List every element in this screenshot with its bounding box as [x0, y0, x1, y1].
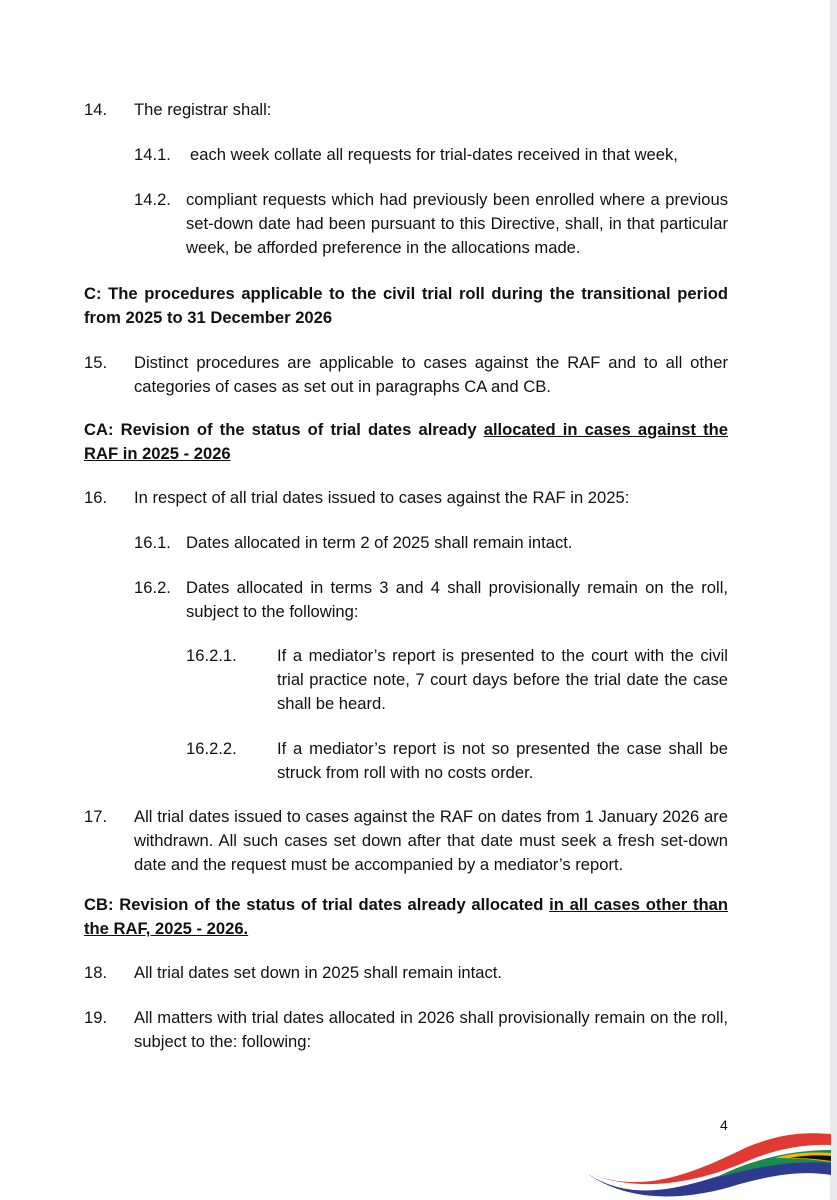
- paragraph-text: All trial dates set down in 2025 shall remain intact.: [134, 963, 503, 982]
- paragraph-number: 16.2.2.: [186, 739, 237, 758]
- heading-text: CA: Revision of the status of trial dates already: [84, 420, 484, 439]
- paragraph-text: Dates allocated in terms 3 and 4 shall provisionally remain on the roll, subject to the following:: [186, 578, 728, 621]
- heading-ca: [84, 418, 728, 466]
- paragraph-number: 16.2.1.: [186, 646, 237, 665]
- heading-c: C: The procedures applicable to the civil trial roll during the transitional period from 2025 to 31 December 2026: [84, 284, 728, 327]
- page-number: 4: [720, 1117, 728, 1133]
- paragraph-number: 14.: [84, 100, 108, 119]
- paragraph-text: compliant requests which had previously been enrolled where a previous set-down date had been pursuant to this Directive, shall, in that particular week, be afforded preference in the allocations made.: [186, 190, 728, 257]
- paragraph-text: All trial dates issued to cases against the RAF on dates from 1 January 2026 are withdrawn. All such cases set down after that date must seek a fresh set-down date and the request must be accompanied by a mediator’s report.: [134, 807, 728, 874]
- paragraph-text: each week collate all requests for trial-dates received in that week,: [190, 145, 678, 164]
- flag-blue-stripe: [585, 1157, 831, 1196]
- heading-text: CB: Revision of the status of trial dates already allocated: [84, 895, 550, 914]
- paragraph-number: 17.: [84, 807, 108, 826]
- heading-cb: [84, 893, 728, 941]
- paragraph-text: If a mediator’s report is presented to the court with the civil trial practice note, 7 court days before the trial date the case shall be heard.: [277, 646, 728, 713]
- paragraph-number: 18.: [84, 963, 108, 982]
- paragraph-text: All matters with trial dates allocated in 2026 shall provisionally remain on the roll, subject to the: following:: [134, 1008, 728, 1051]
- paragraph-number: 16.: [84, 488, 108, 507]
- paragraph-number: 15.: [84, 353, 108, 372]
- page-edge: [830, 0, 837, 1200]
- flag-ribbon-logo: [580, 1100, 831, 1200]
- paragraph-text: In respect of all trial dates issued to cases against the RAF in 2025:: [134, 488, 630, 507]
- paragraph-text: Distinct procedures are applicable to cases against the RAF and to all other categories of cases as set out in paragraphs CA and CB.: [134, 353, 728, 396]
- heading-underlined-text: allocated in cases against the RAF in 2025 - 2026: [84, 420, 729, 463]
- heading-underlined-text: in all cases other than the RAF, 2025 - 2026.: [84, 895, 728, 938]
- paragraph-number: 14.1.: [134, 145, 171, 164]
- paragraph-text: Dates allocated in term 2 of 2025 shall remain intact.: [186, 533, 573, 552]
- paragraph-number: 14.2.: [134, 190, 171, 209]
- paragraph-text: The registrar shall:: [134, 100, 272, 119]
- paragraph-number: 19.: [84, 1008, 108, 1027]
- paragraph-text: If a mediator’s report is not so presented the case shall be struck from roll with no costs order.: [277, 739, 728, 782]
- paragraph-number: 16.2.: [134, 578, 171, 597]
- paragraph-number: 16.1.: [134, 533, 171, 552]
